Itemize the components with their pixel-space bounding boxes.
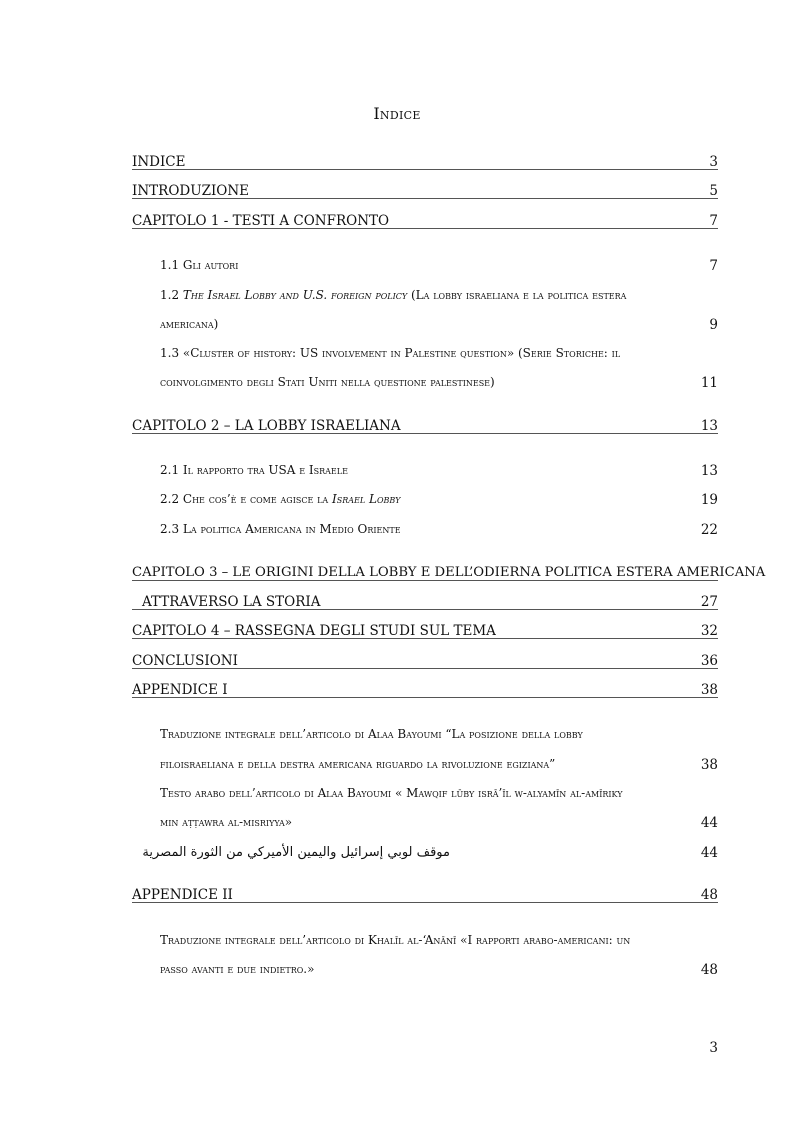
toc-sub-number: 1.2 <box>160 288 183 302</box>
toc-entry-page: 38 <box>700 682 718 698</box>
toc-sub-text: 2.2 Che cos’è e come agisce la <box>160 492 333 506</box>
toc-sub-page: 48 <box>700 962 718 978</box>
toc-sub-app1-1[interactable] <box>160 727 718 741</box>
toc-entry-label: APPENDICE II <box>132 887 233 903</box>
toc-sub-1-3[interactable] <box>160 346 718 360</box>
page-title: Indice <box>373 104 421 123</box>
toc-sub-label: americana) <box>160 317 219 331</box>
toc-entry-page: 3 <box>709 154 718 170</box>
toc-sub-app2-1[interactable] <box>160 933 718 947</box>
toc-sub-page: 38 <box>700 757 718 773</box>
toc-sub-2-1[interactable] <box>160 463 718 477</box>
toc-entry-introduzione[interactable] <box>132 182 718 199</box>
toc-entry-capitolo-3[interactable] <box>132 564 766 581</box>
toc-sub-page: 7 <box>709 258 718 274</box>
toc-sub-page: 9 <box>709 317 718 333</box>
toc-entry-page: 27 <box>700 594 718 610</box>
toc-sub-app1-2-cont[interactable] <box>160 815 718 829</box>
toc-sub-page: 11 <box>700 375 718 391</box>
toc-entry-capitolo-2[interactable] <box>132 417 718 434</box>
toc-entry-label: APPENDICE I <box>132 682 228 698</box>
toc-sub-rest: (La lobby israeliana e la politica estera <box>407 288 627 302</box>
toc-sub-app2-1-cont[interactable] <box>160 962 718 976</box>
toc-sub-label <box>160 288 626 302</box>
toc-sub-label: Traduzione integrale dell’articolo di Khalīl al-‘Anānī «I rapporti arabo-americani: un <box>160 933 631 947</box>
toc-entry-label: ATTRAVERSO LA STORIA <box>142 594 321 610</box>
toc-sub-label <box>160 492 400 506</box>
toc-sub-label: passo avanti e due indietro.» <box>160 962 315 976</box>
toc-sub-page: 22 <box>700 522 718 538</box>
toc-sub-label: filoisraeliana e della destra americana riguardo la rivoluzione egiziana” <box>160 757 556 771</box>
toc-entry-capitolo-4[interactable] <box>132 622 718 639</box>
toc-sub-label: 2.1 Il rapporto tra USA e Israele <box>160 463 348 477</box>
toc-entry-page: 5 <box>709 183 718 199</box>
toc-entry-conclusioni[interactable] <box>132 652 718 669</box>
toc-sub-label: Traduzione integrale dell’articolo di Alaa Bayoumi “La posizione della lobby <box>160 727 583 741</box>
toc-sub-italic-title: Israel Lobby <box>332 492 401 506</box>
toc-sub-italic-title: The Israel Lobby and U.S. foreign policy <box>182 288 408 302</box>
toc-sub-app1-2[interactable] <box>160 786 718 800</box>
toc-sub-app1-1-cont[interactable] <box>160 757 718 771</box>
toc-sub-1-1[interactable] <box>160 258 718 272</box>
toc-entry-label: CAPITOLO 4 – RASSEGNA DEGLI STUDI SUL TEMA <box>132 623 496 639</box>
toc-sub-label: min aṭṭawra al-misriyya» <box>160 815 293 829</box>
toc-sub-2-3[interactable] <box>160 522 718 536</box>
page-number: 3 <box>709 1040 718 1056</box>
toc-entry-label: INTRODUZIONE <box>132 183 250 199</box>
toc-sub-label: 1.3 «Cluster of history: US involvement in Palestine question» (Serie Storiche: il <box>160 346 621 360</box>
toc-entry-page: 36 <box>700 653 718 669</box>
toc-sub-2-2[interactable] <box>160 492 718 506</box>
toc-entry-indice[interactable] <box>132 153 718 170</box>
toc-entry-label: INDICE <box>132 154 186 170</box>
toc-sub-page: 19 <box>700 492 718 508</box>
toc-entry-capitolo-1[interactable] <box>132 212 718 229</box>
toc-entry-appendice-1[interactable] <box>132 681 718 698</box>
toc-sub-page: 44 <box>700 845 718 861</box>
toc-entry-page: 32 <box>700 623 718 639</box>
toc-entry-page: 13 <box>700 418 718 434</box>
toc-sub-label: coinvolgimento degli Stati Uniti nella questione palestinese) <box>160 375 495 389</box>
toc-sub-1-2-cont[interactable] <box>160 317 718 331</box>
toc-entry-label: CONCLUSIONI <box>132 653 238 669</box>
toc-sub-label: Testo arabo dell’articolo di Alaa Bayoumi « Mawqif lūby isrā’īl w-alyamīn al-amīriky <box>160 786 623 800</box>
toc-sub-1-2[interactable] <box>160 288 718 302</box>
toc-entry-page: 48 <box>700 887 718 903</box>
toc-entry-label: CAPITOLO 3 – LE ORIGINI DELLA LOBBY E DELL’ODIERNA POLITICA ESTERA AMERICANA <box>132 565 766 580</box>
toc-sub-1-3-cont[interactable] <box>160 375 718 389</box>
toc-sub-label: 1.1 Gli autori <box>160 258 239 272</box>
toc-entry-label: CAPITOLO 1 - TESTI A CONFRONTO <box>132 213 390 229</box>
toc-entry-appendice-2[interactable] <box>132 886 718 903</box>
toc-sub-page: 13 <box>700 463 718 479</box>
toc-sub-page: 44 <box>700 815 718 831</box>
toc-sub-arabic-label: موقف لوبي إسرائيل واليمين الأميركي من الثورة المصرية <box>142 845 450 860</box>
toc-entry-capitolo-3-cont[interactable] <box>132 593 718 610</box>
toc-entry-page: 7 <box>709 213 718 229</box>
toc-sub-label: 2.3 La politica Americana in Medio Oriente <box>160 522 401 536</box>
toc-entry-label: CAPITOLO 2 – LA LOBBY ISRAELIANA <box>132 418 401 434</box>
